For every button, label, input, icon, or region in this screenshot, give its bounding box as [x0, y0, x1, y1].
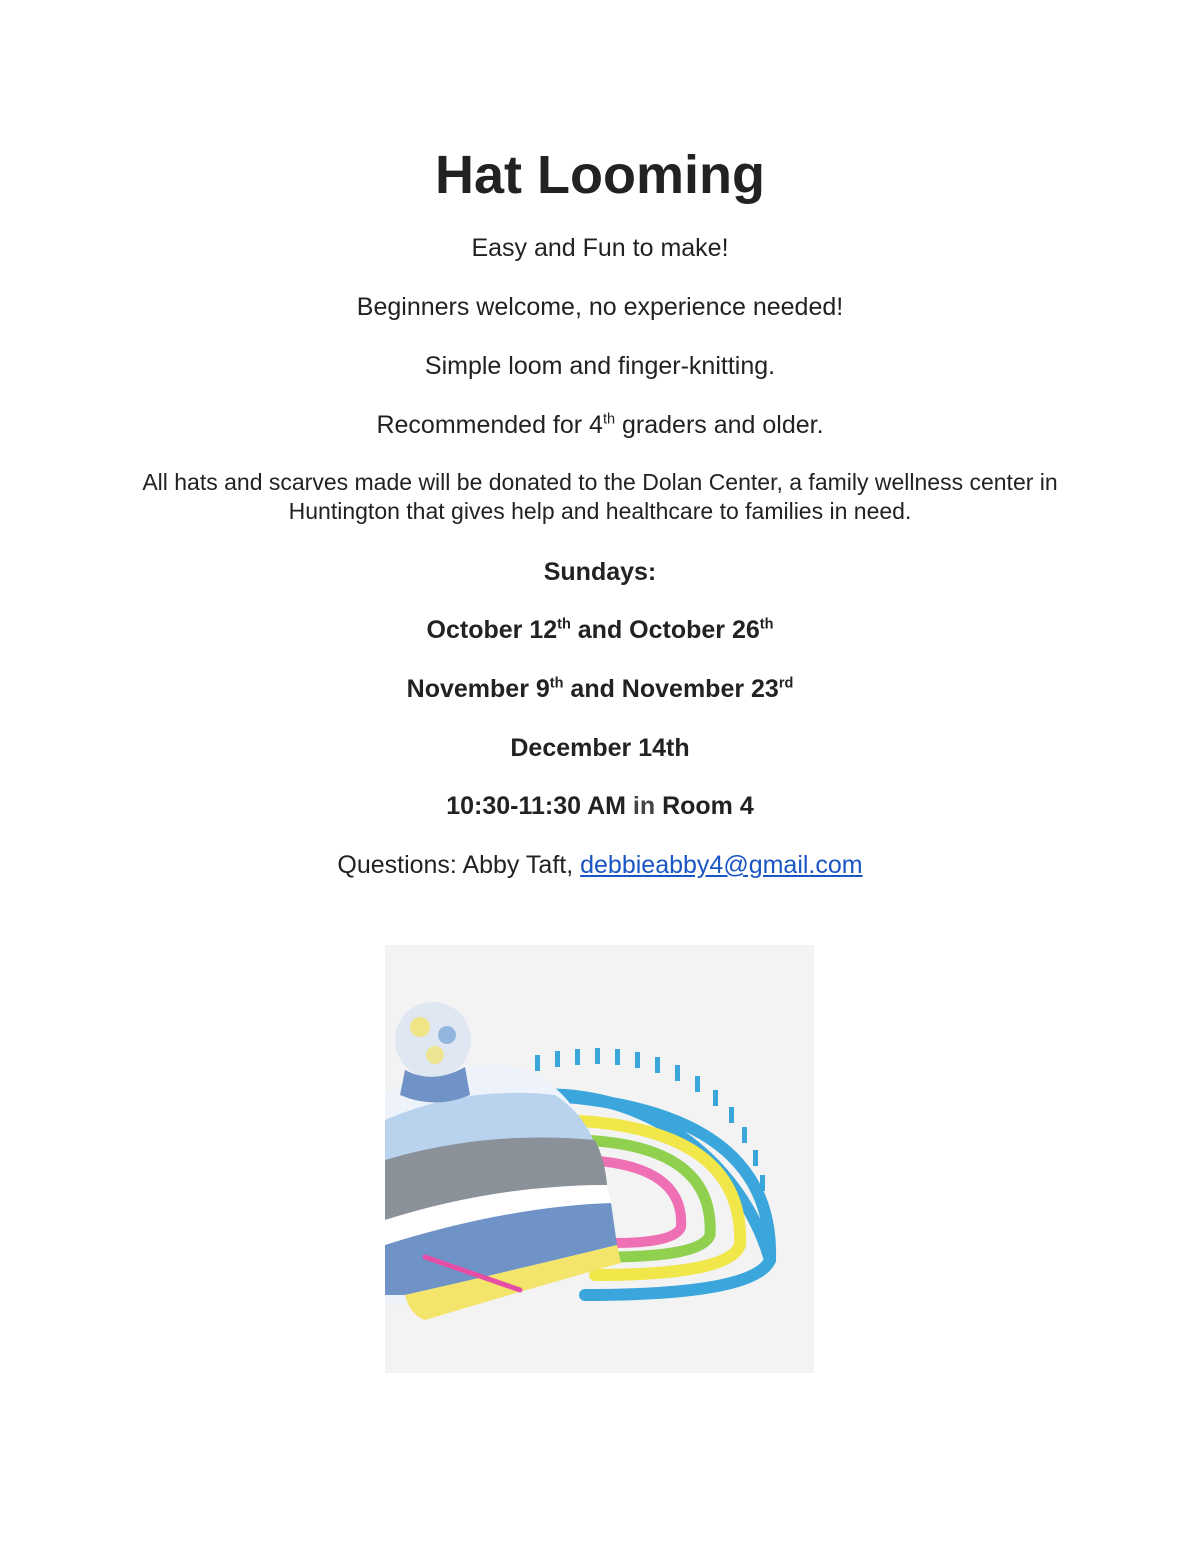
schedule-heading: Sundays: — [543, 558, 657, 586]
october-date-2: and October 26 — [570, 616, 760, 644]
recommended-prefix: Recommended for 4 — [376, 411, 603, 439]
schedule-december: December 14th — [510, 734, 690, 762]
hat-and-looms-illustration — [385, 945, 814, 1373]
october-sup-2: th — [759, 616, 774, 633]
time-hours: 10:30-11:30 AM — [446, 792, 626, 820]
contact-email-link[interactable]: debbieabby4@gmail.com — [580, 851, 863, 879]
time-in: in — [625, 792, 663, 820]
tagline-simple: Simple loom and finger-knitting. — [424, 352, 776, 380]
november-date-2: and November 23 — [563, 675, 779, 703]
tagline-easy: Easy and Fun to make! — [471, 234, 729, 262]
october-sup-1: th — [557, 616, 571, 633]
november-sup-1: th — [549, 675, 564, 692]
november-date-1: November 9 — [406, 675, 550, 703]
schedule-november — [0, 673, 1200, 705]
hat-and-looms-photo — [385, 945, 814, 1373]
schedule-october — [0, 614, 1200, 646]
tagline-beginners: Beginners welcome, no experience needed! — [356, 293, 844, 321]
contact-label: Questions: Abby Taft, — [337, 851, 581, 879]
october-date-1: October 12 — [426, 616, 558, 644]
page-title: Hat Looming — [435, 145, 765, 205]
recommended-sup: th — [602, 411, 616, 428]
november-sup-2: rd — [778, 675, 794, 692]
contact-line — [0, 849, 1200, 881]
recommended-suffix: graders and older. — [615, 411, 824, 439]
donation-paragraph: All hats and scarves made will be donated to the Dolan Center, a family wellness center in Huntington that gives help and healthcare to families in need. — [142, 469, 1058, 524]
tagline-recommended — [0, 409, 1200, 441]
time-room: Room 4 — [662, 792, 754, 820]
schedule-time — [0, 790, 1200, 822]
